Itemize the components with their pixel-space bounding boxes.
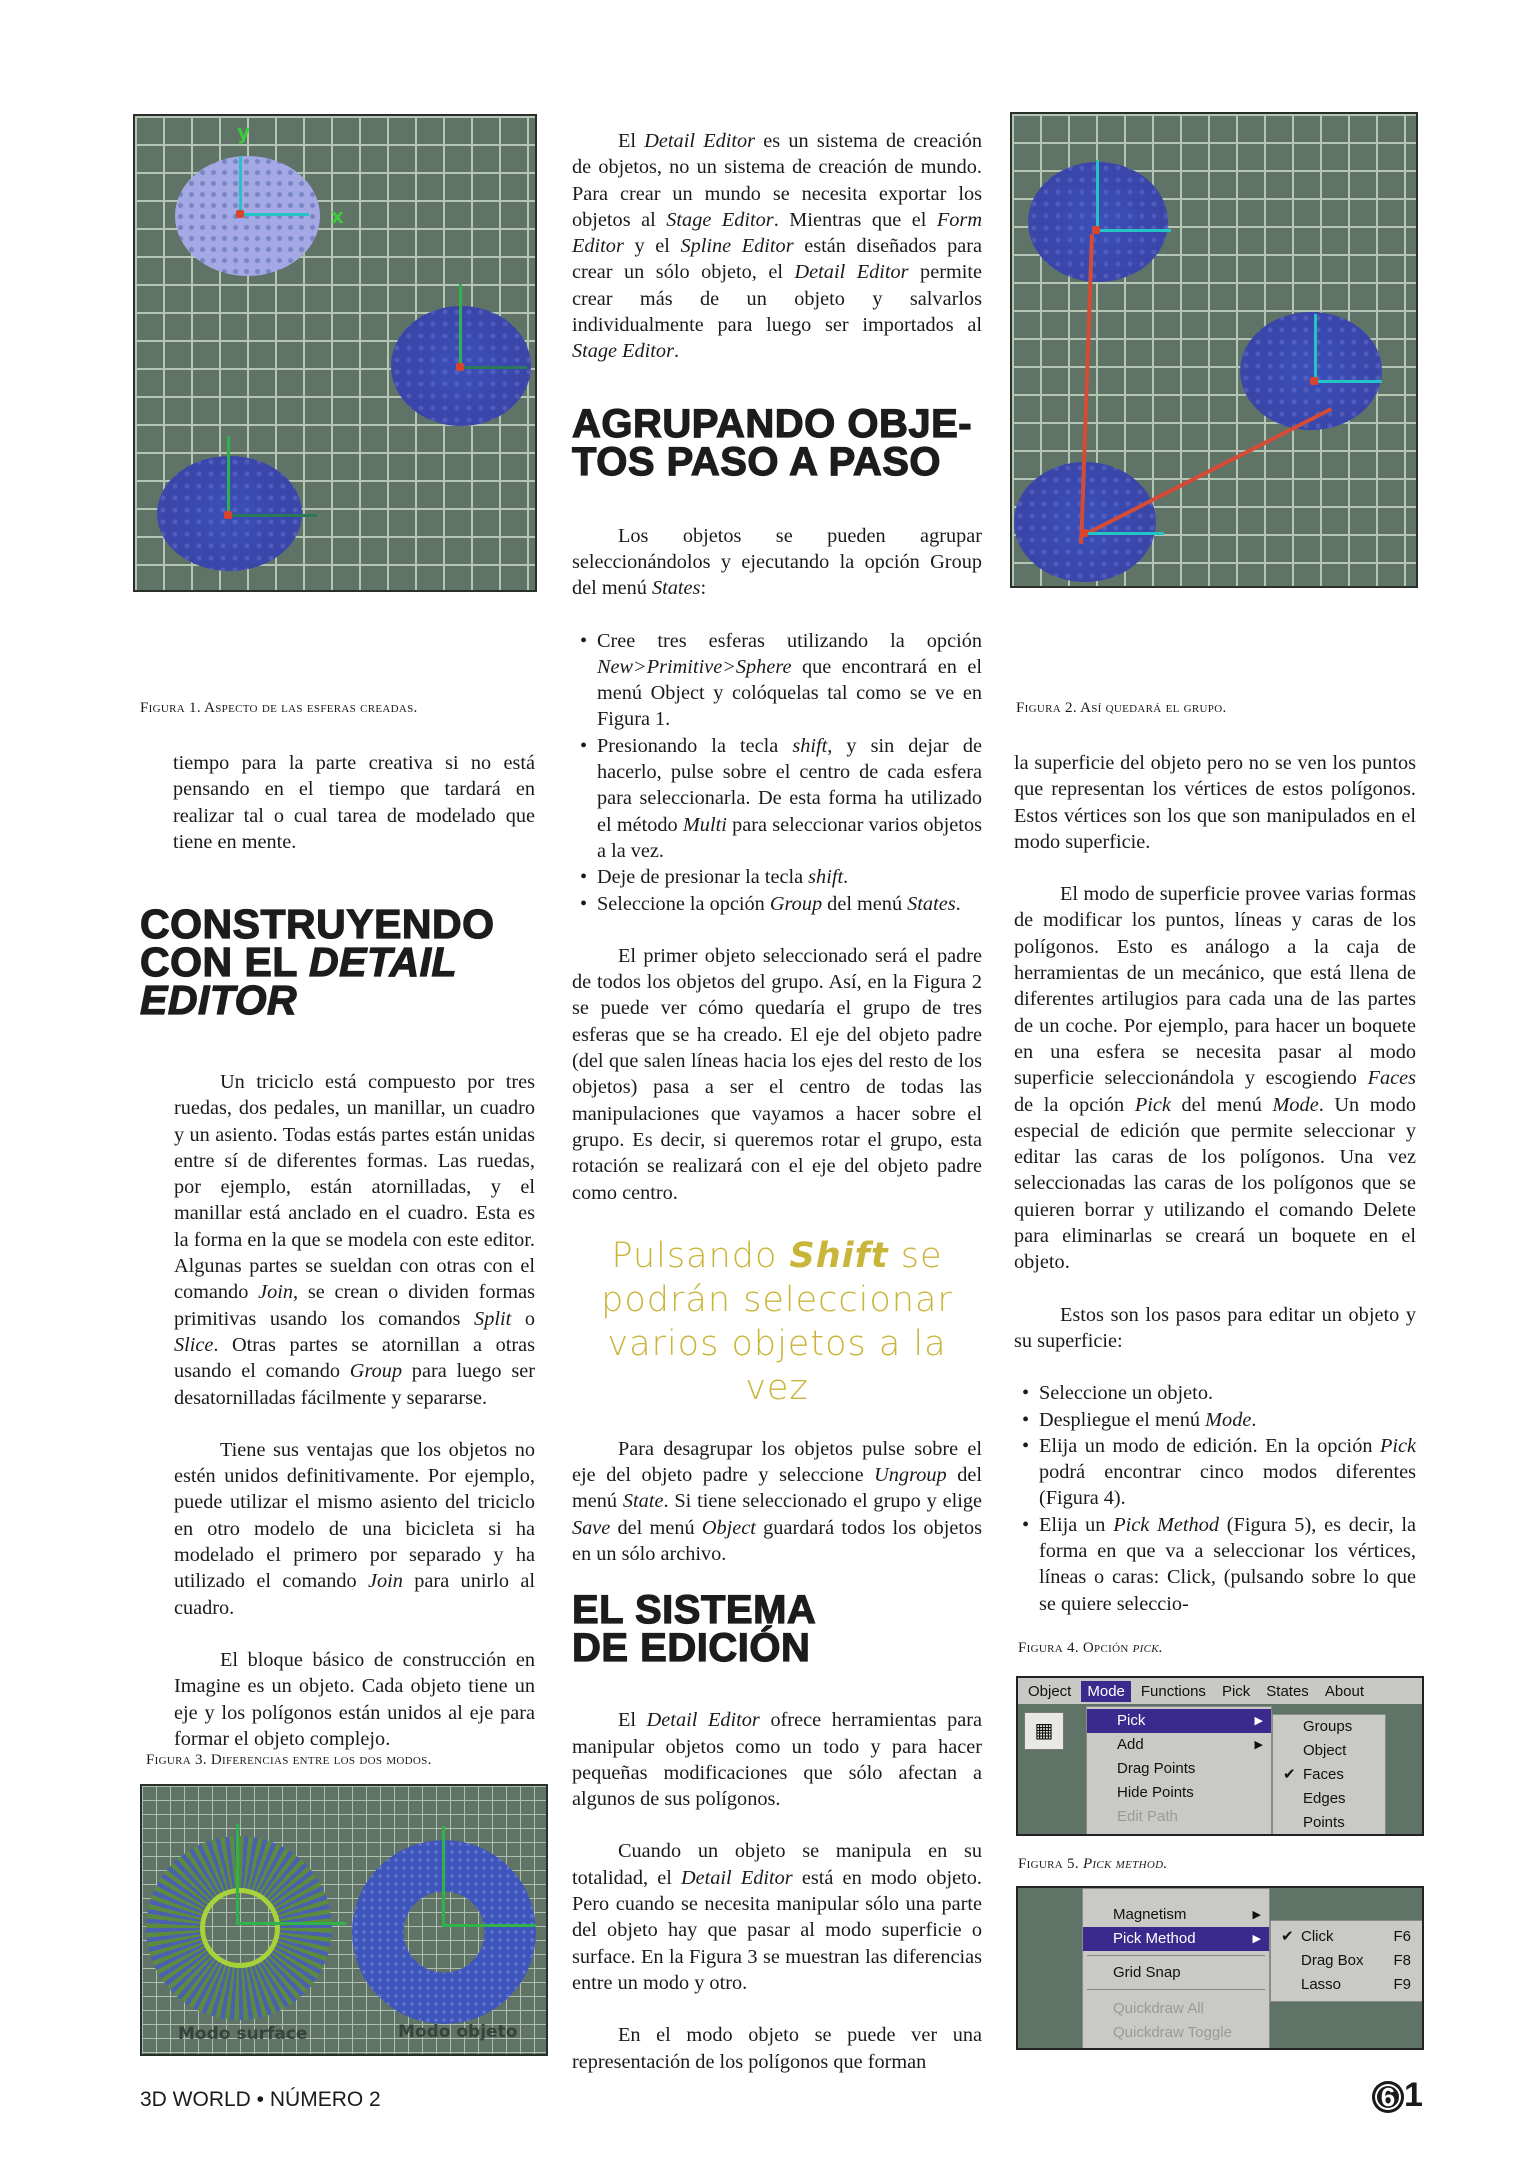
column-1	[173, 750, 535, 855]
menu-item-hide-points[interactable]: Hide Points	[1117, 1784, 1194, 1801]
axis-line	[442, 1924, 536, 1927]
menu-item-edit-path: Edit Path	[1117, 1808, 1178, 1825]
submenu-item-object[interactable]: Object	[1303, 1742, 1347, 1759]
column-3	[1014, 750, 1416, 1617]
magazine-footer: 3D WORLD • NÚMERO 2	[140, 2088, 381, 2111]
paragraph: El primer objeto seleccionado será el padre de todos los objetos del grupo. Así, en la Figura 2 se puede ver cómo quedaría el grupo de tres esferas que se ha creado. El eje del objeto padre (del que salen líneas hacia los ejes del resto de los objetos) pasa a ser el centro de todas las manipulaciones que vayamos a hacer sobre el grupo. Es decir, si queremos rotar el grupo, esta rotación se realizará con el eje del objeto padre como centro.	[572, 944, 982, 1204]
axis-origin	[1092, 226, 1100, 234]
paragraph: El bloque básico de construcción en Imagine es un objeto. Cada objeto tiene un eje y los polígonos están unidos al eje para formar el objeto complejo.	[174, 1648, 535, 1750]
paragraph: Para desagrupar los objetos pulse sobre el eje del objeto padre y seleccione Ungroup del menú State. Si tiene seleccionado el grupo y elige Save del menú Object guardará todos los objetos en un sólo archivo.	[572, 1437, 983, 1565]
submenu-arrow-icon: ▶	[1254, 1715, 1263, 1727]
pick-method-submenu	[1270, 1920, 1424, 2002]
axis-line	[459, 284, 462, 368]
menu-bar	[1018, 1678, 1422, 1704]
paragraph: En el modo objeto se puede ver una representación de los polígonos que forman	[572, 2024, 982, 2073]
pick-submenu	[1272, 1714, 1386, 1836]
submenu-item-points[interactable]: Points	[1303, 1814, 1345, 1831]
menu-functions[interactable]: Functions	[1140, 1682, 1206, 1700]
submenu-arrow-icon: ▶	[1252, 1933, 1261, 1945]
axis-origin	[236, 210, 244, 218]
grid-tool-icon[interactable]: ▦	[1024, 1712, 1064, 1750]
paragraph: Estos son los pasos para editar un objeto y su superficie:	[1014, 1303, 1416, 1352]
list-item: • Presionando la tecla shift, y sin dejar de hacerlo, pulse sobre el centro de cada esfera para seleccionarla. De esta forma ha utilizado el método Multi para seleccionar varios objetos a la vez.	[572, 733, 982, 864]
menu-item-quickdraw-all: Quickdraw All	[1113, 2000, 1204, 2017]
list-item: • Seleccione la opción Group del menú States.	[572, 891, 982, 917]
menu-object[interactable]: Object	[1028, 1682, 1072, 1700]
menu-about[interactable]: About	[1324, 1682, 1365, 1700]
axis-line	[1096, 229, 1171, 232]
menu-item-add[interactable]: Add ▶	[1087, 1733, 1271, 1757]
steps-list	[1014, 1380, 1416, 1617]
surface-mode-label: Modo surface	[178, 2024, 308, 2044]
selected-ring	[200, 1888, 280, 1968]
paragraph: Tiene sus ventajas que los objetos no estén unidos definitivamente. Por ejemplo, puede utilizar el mismo asiento del triciclo en otro modelo de una bicicleta si ha modelado el primero por separado y ha utilizado el comando Join para unirlo al cuadro.	[174, 1438, 535, 1619]
sphere-selected	[175, 156, 320, 276]
paragraph: Los objetos se pueden agrupar seleccionándolos y ejecutando la opción Group del menú States:	[572, 524, 982, 600]
list-item: • Seleccione un objeto.	[1014, 1380, 1416, 1406]
submenu-item-faces[interactable]: ✔ Faces	[1273, 1763, 1385, 1787]
axis-line	[227, 514, 317, 517]
paragraph: El Detail Editor ofrece herramientas para manipular objetos como un todo y para hacer pequeñas modificaciones que sólo afectan a algunos de sus polígonos.	[572, 1709, 982, 1811]
axis-y-label: y	[237, 120, 251, 144]
pull-quote: Pulsando Shift se podrán seleccionar varios objetos a la vez	[601, 1235, 953, 1408]
menu-item-drag-points[interactable]: Drag Points	[1117, 1760, 1196, 1777]
figure-3-viewport	[140, 1784, 548, 2056]
axis-origin	[1080, 529, 1088, 537]
figure-4-menu-screenshot	[1016, 1676, 1424, 1836]
axis-line	[236, 1824, 239, 1924]
submenu-item-groups[interactable]: Groups	[1303, 1718, 1353, 1735]
axis-line	[442, 1826, 445, 1926]
axis-line	[239, 213, 309, 216]
checkmark-icon: ✔	[1283, 1766, 1296, 1783]
menu-pick[interactable]: Pick	[1221, 1682, 1251, 1700]
list-item: • Despliegue el menú Mode.	[1014, 1407, 1416, 1433]
paragraph: Un triciclo está compuesto por tres ruedas, dos pedales, un manillar, un cuadro y un asiento. Todas estás partes están unidas entre sí de diferentes formas. Las ruedas, por ejemplo, están atornilladas, y el manillar está anclado en el cuadro. Esta es la forma en la que se modela con este editor. Algunas partes se sueldan con otras con el comando Join, se crean o dividen formas primitivas usando los comandos Split o Slice. Otras partes se atornillan a otras usando el comando Group para luego ser desatornilladas fácilmente y separarse.	[174, 1071, 535, 1409]
submenu-arrow-icon: ▶	[1252, 1909, 1261, 1921]
axis-line	[236, 1922, 346, 1925]
submenu-arrow-icon: ▶	[1254, 1739, 1263, 1751]
section-heading-sistema: EL SISTEMA DE EDICIÓN	[572, 1588, 817, 1671]
menu-item-pick[interactable]: Pick ▶	[1087, 1709, 1271, 1733]
menu-item-grid-snap[interactable]: Grid Snap	[1113, 1964, 1181, 1981]
submenu-item-lasso[interactable]: Lasso F9	[1301, 1976, 1411, 1993]
axis-line	[459, 366, 527, 369]
axis-line	[1314, 314, 1317, 380]
axis-origin	[456, 363, 464, 371]
list-item: • Elija un modo de edición. En la opción Pick podrá encontrar cinco modos diferentes (Figura 4).	[1014, 1433, 1416, 1512]
steps-list	[572, 628, 982, 917]
axis-line	[1096, 160, 1099, 230]
figure-3-caption: Figura 3. Diferencias entre los dos modos.	[146, 1752, 432, 1768]
menu-mode[interactable]: Mode	[1081, 1681, 1131, 1702]
axis-line	[1314, 380, 1382, 383]
axis-line	[227, 436, 230, 516]
sphere	[1240, 312, 1382, 430]
section-heading-agrupando: AGRUPANDO OBJE- TOS PASO A PASO	[572, 401, 973, 484]
paragraph: El modo de superficie provee varias formas de modificar los puntos, líneas y caras de los polígonos. Esto es análogo a la caja de herramientas de un mecánico, que está llena de diferentes artilugios para cada una de las partes de un coche. Por ejemplo, para hacer un boquete en una esfera se necesita pasar al modo superficie seleccionándola y escogiendo Faces de la opción Pick del menú Mode. Un modo especial de edición que permite seleccionar y editar las caras de los polígonos. Una vez seleccionadas las caras de los polígonos que se quieren borrar y utilizando el comando Delete para eliminarlas se creará un boquete en el objeto.	[1014, 883, 1416, 1274]
list-item: • Cree tres esferas utilizando la opción New>Primitive>Sphere que encontrará en el menú Object y colóquelas tal como se ve en Figura 1.	[572, 628, 982, 733]
menu-states[interactable]: States	[1266, 1682, 1309, 1700]
options-dropdown	[1082, 1888, 1270, 2050]
submenu-item-drag-box[interactable]: Drag Box F8	[1301, 1952, 1411, 1969]
paragraph: la superficie del objeto pero no se ven los puntos que representan los vértices de estos polígonos. Estos vértices son los que son manipulados en el modo superficie.	[1014, 752, 1416, 853]
column-2	[572, 128, 982, 2075]
submenu-item-click[interactable]: ✔ Click F6	[1271, 1925, 1423, 1949]
axis-x-label: x	[331, 204, 344, 228]
page-number: 6 1	[1372, 2076, 1423, 2115]
menu-item-quickdraw-toggle: Quickdraw Toggle	[1113, 2024, 1232, 2041]
list-item: • Deje de presionar la tecla shift.	[572, 864, 982, 890]
list-item: • Elija un Pick Method (Figura 5), es decir, la forma en que va a seleccionar los vértices, líneas o caras: Click, (pulsando sobre lo que se quiere seleccio-	[1014, 1512, 1416, 1617]
intro-paragraph: tiempo para la parte creativa si no está pensando en el tiempo que tardará en realizar tal o cual tarea de modelado que tiene en mente.	[173, 752, 535, 853]
paragraph: El Detail Editor es un sistema de creación de objetos, no un sistema de creación de mundo. Para crear un mundo se necesita exportar los objetos al Stage Editor. Mientras que el Form Editor y el Spline Editor están diseñados para crear un sólo objeto, el Detail Editor permite crear más de un objeto y salvarlos individualmente para luego ser importados al Stage Editor.	[572, 130, 983, 363]
axis-origin	[1310, 377, 1318, 385]
menu-item-magnetism[interactable]: Magnetism ▶	[1083, 1903, 1269, 1927]
object-mode-label: Modo objeto	[398, 2022, 518, 2042]
figure-5-caption: Figura 5. Pick method.	[1018, 1856, 1168, 1872]
column-1-section	[140, 901, 535, 1752]
axis-line	[1084, 532, 1164, 535]
figure-4-caption: Figura 4. Opción pick.	[1018, 1640, 1163, 1656]
figure-1-caption: Figura 1. Aspecto de las esferas creadas.	[140, 700, 418, 716]
submenu-item-edges[interactable]: Edges	[1303, 1790, 1346, 1807]
figure-2-caption: Figura 2. Así quedará el grupo.	[1016, 700, 1227, 716]
checkmark-icon: ✔	[1281, 1928, 1294, 1945]
axis-line	[239, 156, 242, 216]
figure-2-viewport	[1010, 112, 1418, 588]
menu-item-pick-method[interactable]: Pick Method ▶	[1083, 1927, 1269, 1951]
paragraph: Cuando un objeto se manipula en su totalidad, el Detail Editor está en modo objeto. Pero cuando se necesita manipular sólo una parte del objeto hay que pasar al modo superficie o surface. En la Figura 3 se muestran las diferencias entre un modo y otro.	[572, 1840, 982, 1994]
figure-1-viewport	[133, 114, 537, 592]
page-number-circled-digit: 6	[1372, 2081, 1404, 2113]
axis-origin	[224, 511, 232, 519]
mode-dropdown	[1086, 1706, 1272, 1836]
figure-5-menu-screenshot	[1016, 1886, 1424, 2050]
section-heading-construyendo: CONSTRUYENDO CON EL DETAIL EDITOR	[140, 901, 495, 1023]
